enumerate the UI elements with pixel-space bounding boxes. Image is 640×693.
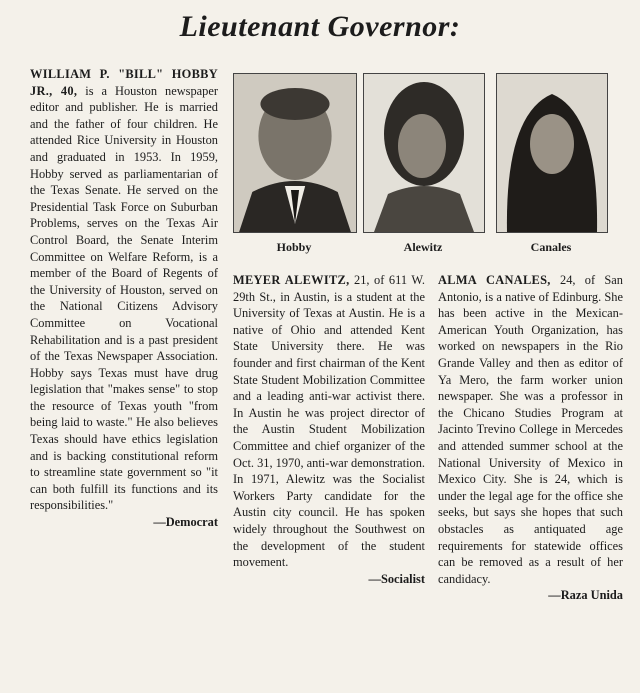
hobby-column <box>30 66 218 531</box>
hobby-party: —Democrat <box>153 515 218 530</box>
alewitz-party: —Socialist <box>368 571 425 586</box>
hobby-paragraph <box>30 66 218 514</box>
alewitz-photo <box>363 73 485 233</box>
alewitz-caption: Alewitz <box>403 240 443 254</box>
alewitz-body: 21, of 611 W. 29th St., in Austin, is a student at the University of Texas at Austin. He is a native of Ohio and attended Kent State University there. He was founder and first chairman of the Kent State Student Mobilization Committee and a leading anti-war activist there. In Austin he was project director of the Austin Student Mobilization Committee and chief organizer of the Oct. 31, 1970, anti-war demonstration. In 1971, Alewitz was the Socialist Workers Party candidate for the Austin city council. He has spoken widely throughout the Southwest on the development of the student movement. <box>233 273 426 570</box>
hobby-caption: Hobby <box>276 240 312 254</box>
canales-paragraph <box>438 272 623 587</box>
canales-party: —Raza Unida <box>548 588 623 603</box>
canales-caption: Canales <box>530 240 572 254</box>
alewitz-column <box>233 272 425 587</box>
hobby-lead: WILLIAM P. "BILL" HOBBY JR., 40, <box>30 67 218 98</box>
alewitz-lead: MEYER ALEWITZ, <box>233 273 350 287</box>
alewitz-paragraph <box>233 272 425 571</box>
canales-column <box>438 272 623 604</box>
canales-lead: ALMA CANALES, <box>438 273 551 287</box>
hobby-body: is a Houston newspaper editor and publisher. He is married and the father of four children. He attended Rice University in Houston and graduated in 1953. In 1959, Hobby served as parliamentarian of the Texas Senate. He served on the Presidential Task Force on Suburban Problems, serves on the Texas Air Control Board, the Senate Interim Committee on Welfare Reform, is a member of the Board of Regents of the University of Houston, served on the National Citizens Advisory Committee on Vocational Rehabilitation and is a past president of the Texas Newspaper Association. Hobby says Texas must have drug legislation that "makes sense" to stop the resource of Texas youth "from being laid to waste." He also believes Texas should have ethics legislation and is backing constitutional reform to streamline state government so "it can both fulfill its functions and its responsibilities." <box>30 83 218 513</box>
hobby-photo <box>233 73 357 233</box>
headline: Lieutenant Governor: <box>179 10 461 43</box>
canales-photo <box>496 73 608 233</box>
canales-body: 24, of San Antonio, is a native of Edinburg. She has been active in the Mexican-American Youth Organization, has worked on newspapers in the Rio Grande Valley and then as editor of Ya Mero, the farm worker union newspaper. She was a professor in the Chicano Studies Program at Jacinto Trevino College in Mercedes and attended summer school at the National University of Mexico in Mexico City. She is 24, which is under the legal age for the office she seeks, but says she hopes that such obstacles as antiquated age requirements for statewide offices can be removed as a result of her candidacy. <box>438 273 623 586</box>
